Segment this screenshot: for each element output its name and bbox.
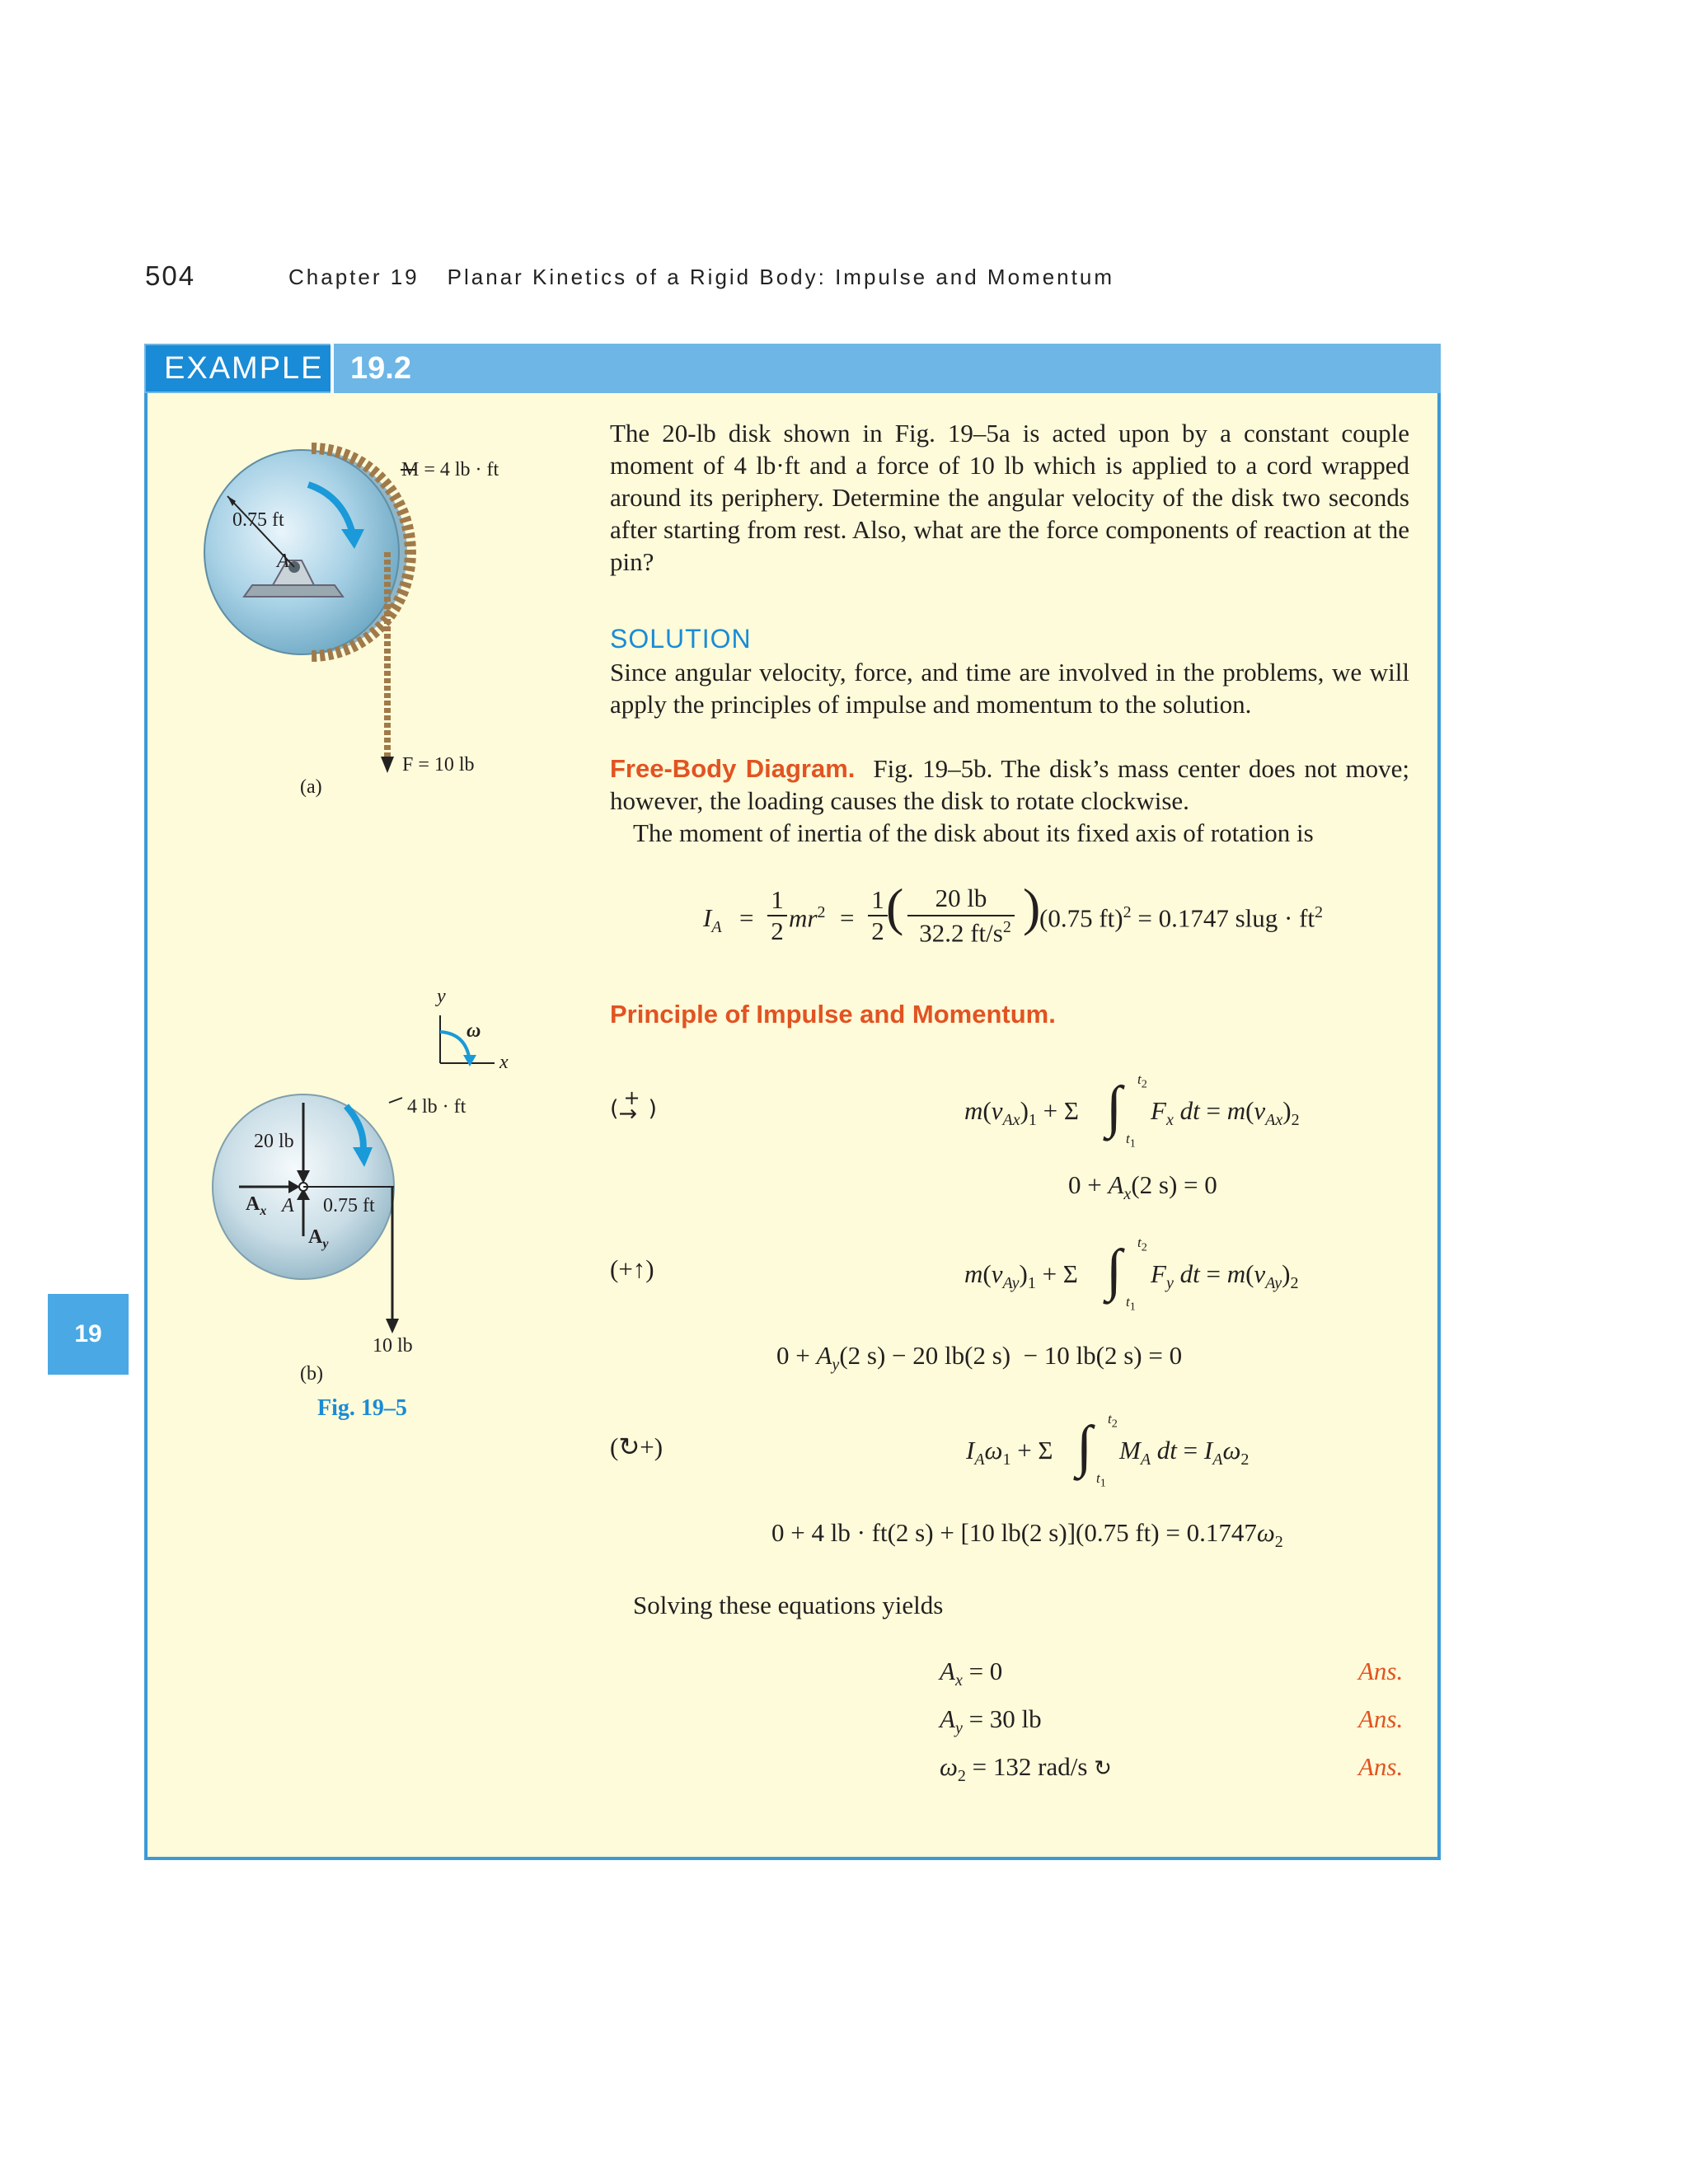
figure-a-moment-label: M = 4 lb · ft (401, 459, 499, 480)
figure-b-ax-label: $A_x$ (246, 1193, 267, 1218)
solution-heading: SOLUTION (610, 624, 752, 654)
figure-b-moment-label: 4 lb · ft (407, 1096, 467, 1118)
page-number: 504 (145, 260, 196, 291)
figure-b-drawing (206, 1088, 420, 1343)
x-impulse-result: $0 + A_x(2$ s) = 0 (1068, 1170, 1217, 1204)
example-label: EXAMPLE (146, 345, 331, 391)
figure-b-part-label: (b) (300, 1363, 323, 1385)
solution-intro: Since angular velocity, force, and time are involved in the problems, we will apply the principles of impulse and momentum to the solution. (610, 658, 1409, 719)
figure-b-axis-y-label: y (437, 986, 446, 1007)
figure-a-force-label: F = 10 lb (402, 754, 475, 776)
figure-a-part-label: (a) (300, 776, 322, 798)
clockwise-icon: ↻ (1094, 1756, 1112, 1781)
inertia-text: The moment of inertia of the disk about its fixed axis of rotation is (633, 818, 1314, 847)
solving-text: Solving these equations yields (633, 1591, 944, 1619)
running-head (288, 265, 1114, 290)
figure-b-weight-label: 20 lb (254, 1131, 294, 1152)
impulse-momentum-heading: Principle of Impulse and Momentum. (610, 1000, 1056, 1029)
y-impulse-equation: $m(v_{Ay})_1 + \Sigma$ ∫ $t_2$ $t_1$ $F_y$ dt = $m(v_{Ay})_2$ (964, 1235, 1299, 1314)
answer-label-omega: Ans. (1358, 1752, 1404, 1781)
figure-b-omega-label: ω (467, 1020, 481, 1042)
figure-b-force-label: 10 lb (373, 1335, 413, 1357)
figure-b-radius-label: 0.75 ft (323, 1195, 375, 1216)
problem-statement: The 20-lb disk shown in Fig. 19–5a is acted upon by a constant couple moment of 4 lb·ft and a force of 10 lb which is applied to a cord wrapped around its periphery. Determine the angular velocity of the disk two seconds after starting from rest. Also, what are the force components of reaction at the pin? (610, 419, 1409, 576)
figure-caption: Fig. 19–5 (317, 1395, 407, 1421)
answer-ax: $A_x = 0$ (940, 1657, 1003, 1690)
figure-a-drawing (195, 437, 425, 783)
sign-convention-x: ( + → ) (610, 1086, 658, 1127)
answer-ay: $A_y = 30$ lb (940, 1704, 1042, 1738)
angular-impulse-result: 0 + 4 lb · ft(2 s) + [10 lb(2 s)](0.75 $ft) = 0.1747\omega_2$ (771, 1518, 1283, 1552)
chapter-label: Chapter 19 (288, 265, 420, 289)
chapter-side-tab: 19 (48, 1294, 129, 1375)
figure-a-pin-label: A (277, 551, 289, 572)
y-impulse-result: $0 + A_y(2$ s) − 20 lb(2 s) − 10 lb(2 s) = 0 (776, 1341, 1183, 1375)
figure-b-pin-label: A (282, 1195, 294, 1216)
x-impulse-equation: $m(v_{Ax})_1 + \Sigma$ ∫ $t_2$ $t_1$ $F_x$ dt = $m(v_{Ax})_2$ (964, 1071, 1300, 1151)
fbd-text: Fig. 19–5b. The disk’s mass center does not move; however, the loading causes the disk to rotate clockwise. (610, 754, 1409, 815)
free-body-diagram-paragraph (610, 752, 1409, 817)
figure-a-radius-label: 0.75 ft (232, 509, 284, 531)
answer-label-ax: Ans. (1358, 1657, 1404, 1685)
answer-label-ay: Ans. (1358, 1704, 1404, 1733)
sign-convention-y: (+↑) (610, 1254, 654, 1283)
sign-convention-moment: (↻+) (610, 1432, 663, 1461)
angular-impulse-equation: $I_A\omega_1 + \Sigma$ ∫ $t_2$ $t_1$ $M_A$ dt = $I_A\omega_2$ (966, 1411, 1250, 1490)
example-number: 19.2 (350, 351, 411, 386)
figure-b-axis-x-label: x (499, 1052, 509, 1073)
fbd-heading: Free-Body Diagram. (610, 754, 856, 783)
figure-b-ay-label: $A_y$ (308, 1226, 329, 1251)
chapter-title: Planar Kinetics of a Rigid Body: Impulse and Momentum (447, 265, 1114, 289)
answer-omega: $\omega_2 = 132$ rad/s ↻ (940, 1752, 1112, 1786)
figure-b-axes (420, 1005, 511, 1080)
